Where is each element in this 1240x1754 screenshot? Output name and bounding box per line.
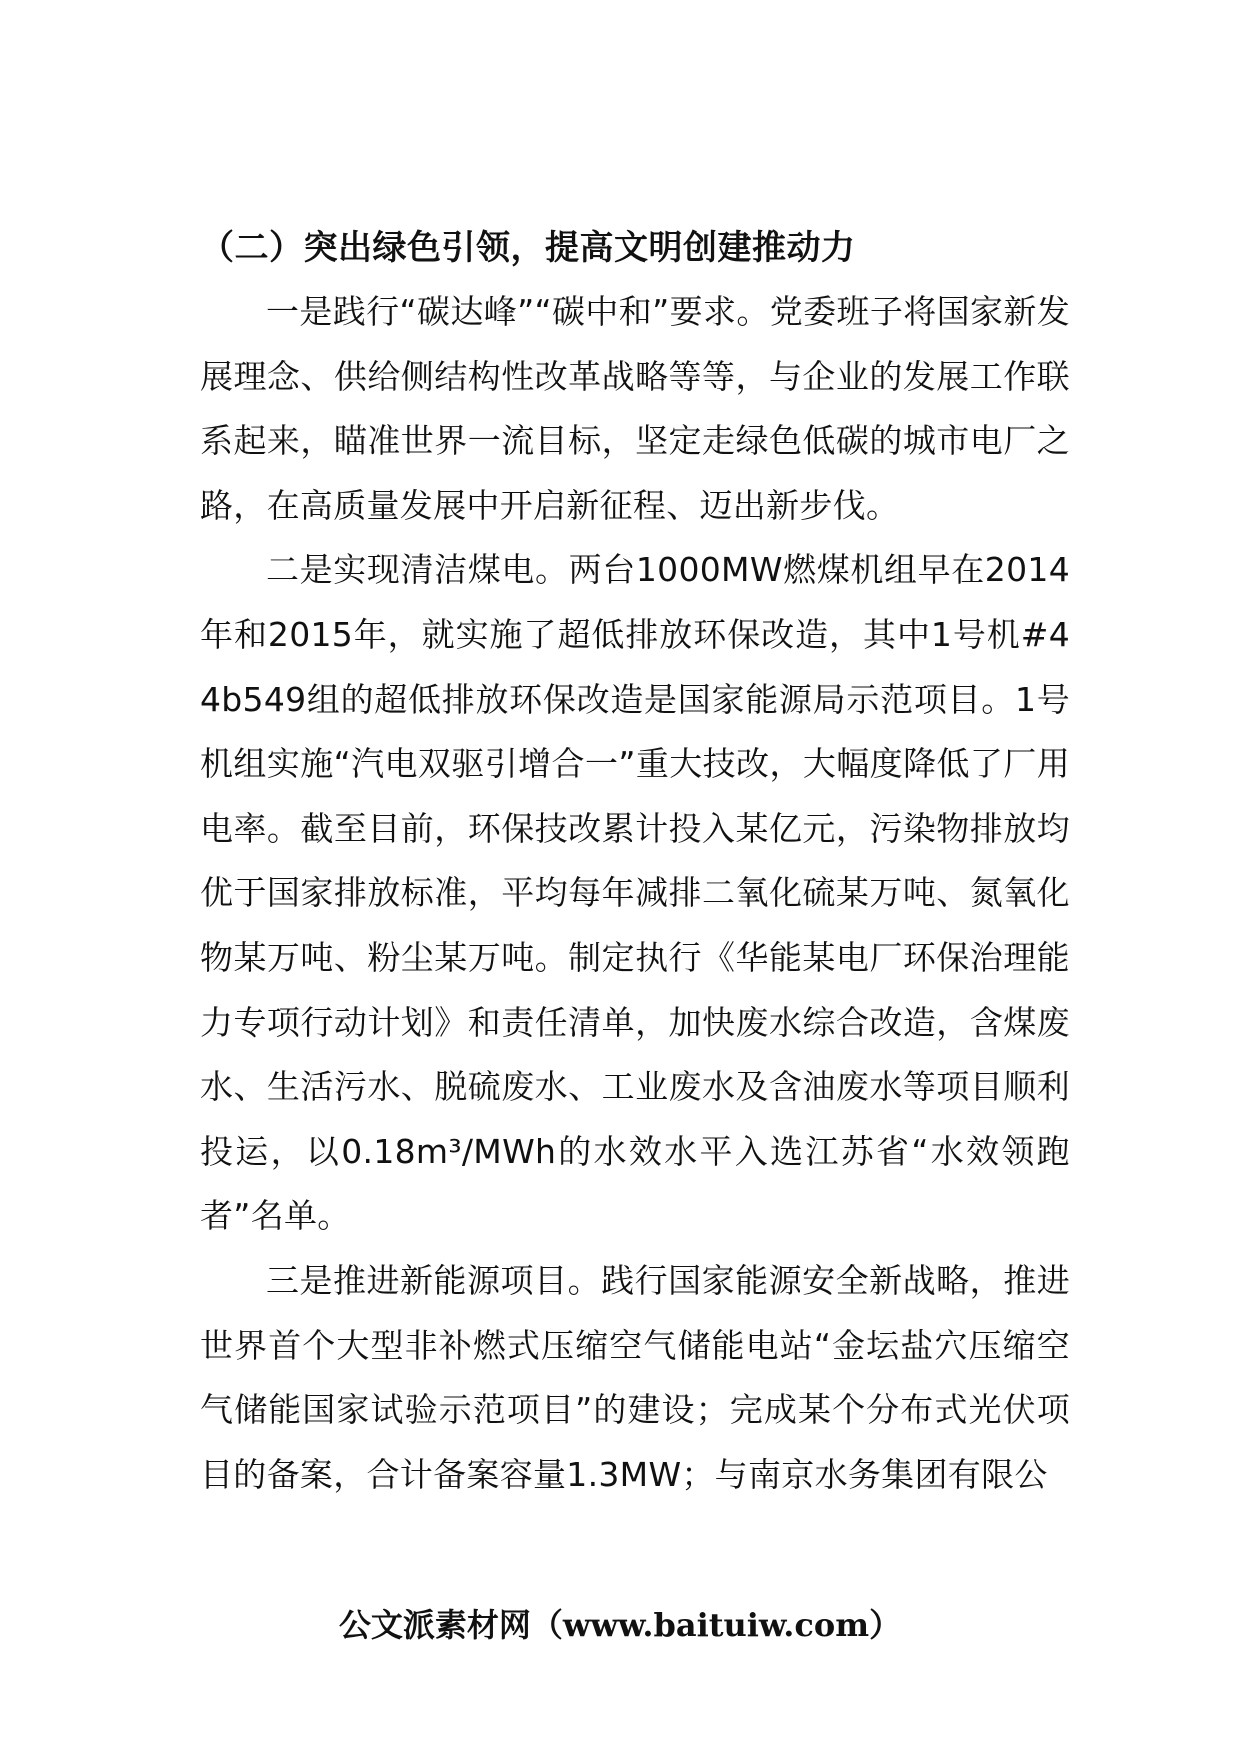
section-heading: （二）突出绿色引领，提高文明创建推动力 [200,228,856,268]
paragraph-new-energy-projects: 三是推进新能源项目。践行国家能源安全新战略，推进世界首个大型非补燃式压缩空气储能电站“金坛盐穴压缩空气储能国家试验示范项目”的建设；完成某个分布式光伏项目的备案，合计备案容量1.3MW；与南京水务集团有限公 [200,1260,1070,1494]
paragraph-carbon-goals: 一是践行“碳达峰”“碳中和”要求。党委班子将国家新发展理念、供给侧结构性改革战略等等，与企业的发展工作联系起来，瞄准世界一流目标，坚定走绿色低碳的城市电厂之路，在高质量发展中开启新征程、迈出新步伐。 [200,292,1070,525]
page-footer-watermark: 公文派素材网（www.baituiw.com） [338,1606,902,1644]
document-body [200,280,1070,1507]
paragraph-clean-coal-power: 二是实现清洁煤电。两台1000MW燃煤机组早在2014年和2015年，就实施了超低排放环保改造，其中1号机#44b549组的超低排放环保改造是国家能源局示范项目。1号机组实施“汽电双驱引增合一”重大技改，大幅度降低了厂用电率。截至目前，环保技改累计投入某亿元，污染物排放均优于国家排放标准，平均每年减排二氧化硫某万吨、氮氧化物某万吨、粉尘某万吨。制定执行《华能某电厂环保治理能力专项行动计划》和责任清单，加快废水综合改造，含煤废水、生活污水、脱硫废水、工业废水及含油废水等项目顺利投运，以0.18m³/MWh的水效水平入选江苏省“水效领跑者”名单。 [200,550,1070,1236]
